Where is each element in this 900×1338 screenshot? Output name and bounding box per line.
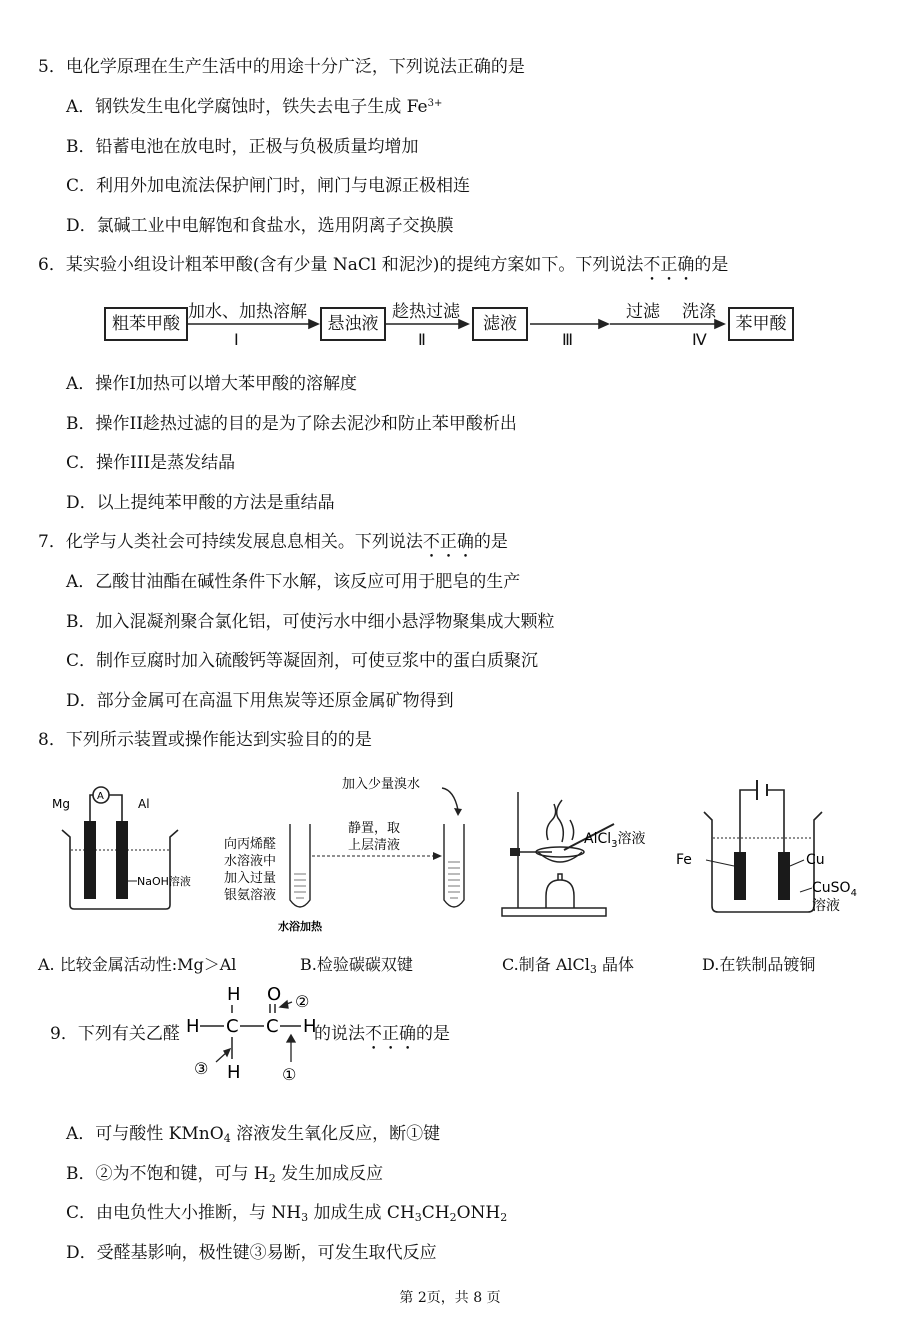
figure-b-left-3: 加入过量 [224,871,277,886]
q9-stem-number: 9．下列有关乙醛 [50,1024,180,1044]
figure-b-left-4: 银氨溶液 [224,888,277,903]
page-footer: 第 2页，共 8 页 [399,1290,501,1306]
flow-step-4b-label: 洗涤 [682,302,716,322]
q8-caption-b: B.检验碳碳双键 [300,955,413,974]
svg-text:C: C [226,1016,239,1037]
q6-stem: 6．某实验小组设计粗苯甲酸(含有少量 NaCl 和泥沙)的提纯方案如下。下列说法不正确的是 [38,255,729,275]
q6-option-a: A．操作I加热可以增大苯甲酸的溶解度 [66,374,357,394]
figure-b-left-2: 水溶液中 [224,854,277,869]
q9-acetaldehyde-structure [180,980,330,1090]
q7-option-c: C．制作豆腐时加入硫酸钙等凝固剂，可使豆浆中的蛋白质聚沉 [66,651,539,671]
q6-option-c: C．操作III是蒸发结晶 [66,453,236,473]
svg-text:O: O [267,984,282,1005]
q5-option-a: A．钢铁发生电化学腐蚀时，铁失去电子生成 $Fe^{3+}$ [66,97,443,117]
flow-roman-3: Ⅲ [562,332,574,349]
q5-option-d: D．氯碱工业中电解饱和食盐水，选用阴离子交换膜 [66,216,454,236]
figure-b-left-1: 向丙烯醛 [224,837,277,852]
q5-option-c: C．利用外加电流法保护闸门时，闸门与电源正极相连 [66,176,471,196]
q7-option-a: A．乙酸甘油酯在碱性条件下水解，该反应可用于肥皂的生产 [66,572,521,592]
flow-box-filtrate: 滤液 [472,307,528,341]
flow-roman-2: Ⅱ [418,332,426,349]
flow-roman-1: Ⅰ [234,332,239,349]
q8-caption-a: A. 比较金属活动性:Mg＞Al [38,955,237,974]
svg-text:H: H [227,984,241,1005]
q7-option-d: D．部分金属可在高温下用焦炭等还原金属矿物得到 [66,691,454,711]
figure-d-cu-label: Cu [806,852,825,868]
q9-option-c: C．由电负性大小推断，与 $NH_3$ 加成生成 $CH_3CH_2ONH_2$ [66,1203,508,1224]
figure-b-bottom-label: 水浴加热 [278,920,322,933]
svg-text:H: H [303,1016,317,1037]
flow-box-suspension: 悬浊液 [320,307,386,341]
figure-a-solution-label: NaOH溶液 [137,875,191,888]
q7-option-b: B．加入混凝剂聚合氯化铝，可使污水中细小悬浮物聚集成大颗粒 [66,612,555,632]
svg-text:C: C [266,1016,279,1037]
q8-stem: 8．下列所示装置或操作能达到实验目的的是 [38,730,372,750]
figure-b-mid-2: 上层清液 [348,838,401,853]
svg-text:H: H [186,1016,200,1037]
figure-c-evaporation [496,780,686,920]
figure-d-electroplating [672,772,872,932]
bond-2-marker: ② [295,992,310,1011]
q8-caption-d: D.在铁制品镀铜 [702,955,816,974]
q8-caption-c: C.制备 AlCl$_3$ 晶体 [502,955,634,976]
svg-text:H: H [227,1062,241,1083]
flow-step-2-label: 趁热过滤 [392,302,460,322]
figure-d-solution-label: 溶液 [812,898,840,914]
q5-stem: 5．电化学原理在生产生活中的用途十分广泛，下列说法正确的是 [38,57,525,77]
figure-b-mid-1: 静置，取 [348,821,401,836]
figure-c-label: AlCl$_3$溶液 [584,831,646,850]
flow-box-crude-benzoic-acid: 粗苯甲酸 [104,307,188,341]
flow-step-4a-label: 过滤 [626,302,660,322]
flow-box-benzoic-acid: 苯甲酸 [728,307,794,341]
q5-option-b: B．铅蓄电池在放电时，正极与负极质量均增加 [66,137,419,157]
flow-step-1-label: 加水、加热溶解 [188,302,307,322]
ammeter-icon: A [97,791,104,802]
figure-a-mg-label: Mg [52,797,70,811]
q9-stem-tail: 的说法不正确的是 [314,1024,450,1044]
figure-d-cuso4-label: CuSO$_4$ [812,880,857,899]
q7-stem: 7．化学与人类社会可持续发展息息相关。下列说法不正确的是 [38,532,508,552]
figure-a-al-label: Al [138,797,150,811]
q9-option-a: A．可与酸性 KMnO$_4$ 溶液发生氧化反应，断①键 [66,1124,441,1145]
q6-option-d: D．以上提纯苯甲酸的方法是重结晶 [66,493,335,513]
q9-option-d: D．受醛基影响，极性键③易断，可发生取代反应 [66,1243,437,1263]
q9-option-b: B．②为不饱和键，可与 $H_2$ 发生加成反应 [66,1164,384,1185]
figure-b-test-tubes [214,766,494,936]
bond-3-marker: ③ [194,1059,209,1078]
figure-d-fe-label: Fe [676,852,692,868]
q6-option-b: B．操作II趁热过滤的目的是为了除去泥沙和防止苯甲酸析出 [66,414,517,434]
bond-1-marker: ① [282,1065,297,1084]
figure-b-top-label: 加入少量溴水 [342,777,421,792]
flow-roman-4: Ⅳ [692,332,707,349]
figure-a-galvanic-cell [40,775,200,915]
